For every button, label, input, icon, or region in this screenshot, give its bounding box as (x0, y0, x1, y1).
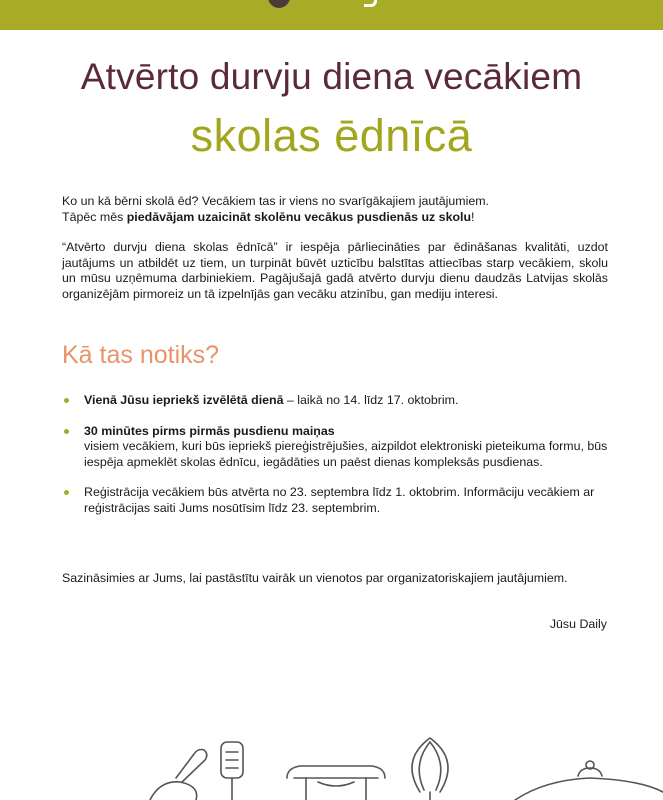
bullet-text: Reģistrācija vecākiem būs atvērta no 23. septembra līdz 1. oktobrim. Informāciju vecākiem ar reģistrācijas saiti Jums nosūtīsim līdz 23. septembrim. (84, 485, 595, 515)
ladle-icon (150, 750, 207, 800)
intro-line-2-bold: piedāvājam uzaicināt skolēnu vecākus pusdienās uz skolu (126, 209, 472, 224)
bullet-dot-icon (64, 490, 69, 495)
bullet-text: – laikā no 14. līdz 17. oktobrim. (283, 393, 459, 407)
intro-line-2-suffix: ! (471, 209, 475, 224)
brand-logo-tail-icon (364, 0, 377, 7)
brand-logo-icon (268, 0, 290, 8)
pan-lid-icon (515, 761, 663, 800)
bullet-bold: Vienā Jūsu iepriekš izvēlētā dienā (84, 393, 284, 407)
intro-paragraph (62, 194, 608, 225)
list-item (62, 424, 608, 471)
spatula-icon (221, 742, 243, 800)
page-subtitle: skolas ēdnīcā (190, 110, 473, 161)
signature: Jūsu Daily (549, 617, 607, 631)
section-heading: Kā tas notiks? (62, 341, 220, 369)
pot-icon (287, 766, 385, 800)
whisk-icon (412, 738, 448, 800)
bullet-dot-icon (64, 429, 69, 434)
intro-block (62, 194, 608, 303)
brand-header-bar (0, 0, 663, 30)
kitchen-utensils-illustration (0, 720, 663, 800)
intro-line-1: Ko un kā bērni skolā ēd? Vecākiem tas ir viens no svarīgākajiem jautājumiem. (62, 194, 489, 208)
page-title: Atvērto durvju diena vecākiem (80, 56, 583, 97)
intro-line-2-prefix: Tāpēc mēs (62, 209, 127, 224)
bullet-bold: 30 minūtes pirms pirmās pusdienu maiņas (84, 423, 335, 438)
description-paragraph: “Atvērto durvju diena skolas ēdnīcā” ir iespēja pārliecināties par ēdināšanas kvalitāti, uzdot jautājums un atbildēt uz tiem, un turpināt būvēt uzticību balstītas attiecības starp vecākiem, skolu un mūsu uzņēmuma darbiniekiem. Pagājušajā gadā atvērto durvju dienu daudzās Latvijas skolās organizējām pirmoreiz un tā izpelnījās gan vecāku atzinību, gan mediju interesi. (62, 240, 608, 301)
contact-text: Sazināsimies ar Jums, lai pastāstītu vairāk un vienotos par organizatoriskajiem jautājumiem. (62, 571, 568, 585)
bullet-dot-icon (64, 398, 69, 403)
bullet-text: visiem vecākiem, kuri būs iepriekš piereģistrējušies, aizpildot elektroniski pieteikuma formu, būs iespēja apmeklēt skolas ēdnīcu, iegādāties un paēst dienas kompleksās pusdienas. (84, 439, 608, 469)
list-item (62, 393, 608, 409)
list-item (62, 485, 608, 516)
bullet-list (62, 393, 608, 517)
